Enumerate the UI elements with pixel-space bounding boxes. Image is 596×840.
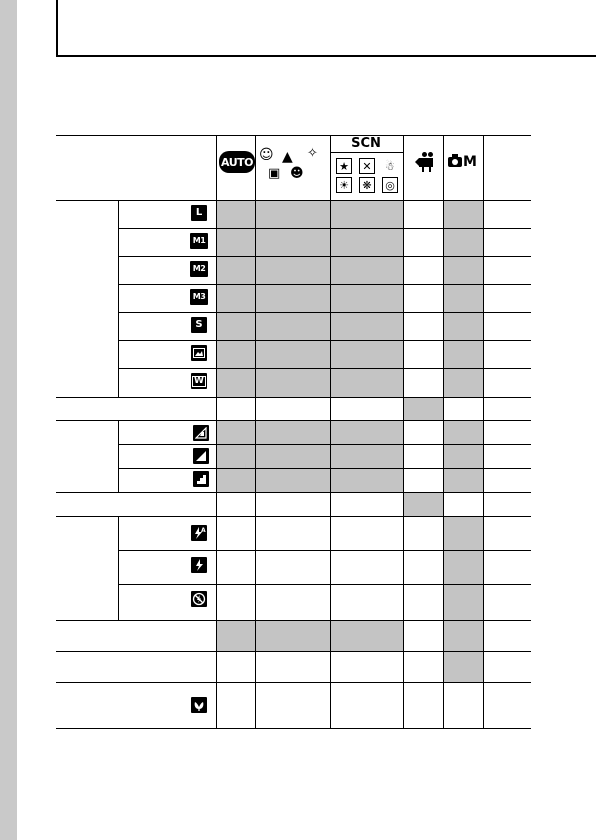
- row-line: [56, 516, 531, 517]
- table-top-line: [56, 135, 531, 136]
- shaded-cell: [217, 621, 255, 651]
- shaded-cell: [217, 369, 255, 397]
- indoor-icon: ☻: [290, 166, 304, 181]
- column-line: [443, 135, 444, 728]
- shaded-cell: [444, 652, 483, 682]
- snow-icon: ☃: [385, 159, 395, 173]
- shaded-cell: [444, 421, 483, 444]
- size-s-icon: S: [191, 317, 207, 333]
- shaded-cell: [444, 229, 483, 256]
- column-line: [483, 135, 484, 728]
- shaded-cell: [217, 421, 255, 444]
- shaded-cell: [331, 229, 403, 256]
- shaded-cell: [256, 369, 330, 397]
- shaded-cell: [217, 445, 255, 468]
- row-line: [118, 444, 531, 445]
- shaded-cell: [444, 285, 483, 312]
- shaded-cell: [256, 257, 330, 284]
- shaded-cell: [217, 229, 255, 256]
- row-line: [56, 420, 531, 421]
- shaded-cell: [331, 469, 403, 492]
- size-l-icon: L: [191, 205, 207, 221]
- shaded-cell: [444, 445, 483, 468]
- shaded-cell: [217, 257, 255, 284]
- table-bottom-line: [56, 728, 531, 729]
- row-line: [56, 651, 531, 652]
- shaded-cell: [331, 285, 403, 312]
- flash-off-icon: [191, 591, 207, 607]
- beach-icon: ☀: [336, 177, 352, 193]
- row-line: [118, 368, 531, 369]
- column-line: [330, 135, 331, 728]
- shaded-cell: [331, 369, 403, 397]
- column-line: [255, 135, 256, 728]
- size-m2-icon: M2: [190, 261, 208, 277]
- auto-mode-icon: AUTO: [219, 151, 255, 173]
- scn-label: SCN: [351, 136, 381, 151]
- postcard-icon: [191, 345, 207, 361]
- row-line: [118, 550, 531, 551]
- shaded-cell: [331, 421, 403, 444]
- shaded-cell: [444, 313, 483, 340]
- fireworks-scn-icon: ❋: [359, 177, 375, 193]
- row-line: [118, 284, 531, 285]
- kids-pets-icon: ▣: [268, 166, 281, 181]
- shaded-cell: [444, 621, 483, 651]
- manual-mode-label: M: [463, 154, 477, 170]
- shaded-cell: [331, 313, 403, 340]
- widescreen-label: W: [194, 375, 204, 386]
- widescreen-icon: [191, 373, 207, 389]
- flash-on-icon: [191, 557, 207, 573]
- shaded-cell: [331, 201, 403, 228]
- row-line: [118, 228, 531, 229]
- night-snapshot-icon: ★: [336, 158, 352, 174]
- shaded-cell: [217, 313, 255, 340]
- scn-subheader-line: [330, 152, 403, 153]
- shaded-cell: [444, 201, 483, 228]
- macro-icon: [191, 697, 207, 713]
- shaded-cell: [256, 421, 330, 444]
- shaded-cell: [331, 621, 403, 651]
- sub-label-line: [118, 516, 119, 620]
- sub-label-line: [118, 420, 119, 492]
- shaded-cell: [217, 285, 255, 312]
- shaded-cell: [444, 341, 483, 368]
- row-line: [56, 620, 531, 621]
- flash-auto-icon: [191, 525, 207, 541]
- shaded-cell: [256, 313, 330, 340]
- column-line: [216, 135, 217, 728]
- fine-icon: [193, 448, 209, 464]
- shaded-cell: [217, 469, 255, 492]
- shaded-cell: [444, 469, 483, 492]
- normal-icon: [193, 471, 209, 487]
- shaded-cell: [256, 341, 330, 368]
- shaded-cell: [256, 445, 330, 468]
- shaded-cell: [256, 621, 330, 651]
- shaded-cell: [444, 585, 483, 620]
- shaded-cell: [256, 201, 330, 228]
- landscape-icon: ▲: [282, 149, 293, 165]
- shaded-cell: [217, 341, 255, 368]
- shaded-cell: [256, 229, 330, 256]
- shaded-cell: [404, 493, 443, 516]
- row-line: [56, 397, 531, 398]
- row-line: [118, 584, 531, 585]
- shaded-cell: [444, 517, 483, 550]
- foliage-icon: ✕: [359, 158, 375, 174]
- sub-label-line: [118, 200, 119, 397]
- row-line: [118, 468, 531, 469]
- shaded-cell: [404, 398, 443, 420]
- portrait-icon: ☺: [259, 147, 274, 163]
- size-m3-icon: M3: [190, 289, 208, 305]
- row-line: [118, 312, 531, 313]
- shaded-cell: [444, 257, 483, 284]
- row-line: [118, 256, 531, 257]
- manual-mode-icon: [448, 154, 477, 170]
- shaded-cell: [256, 469, 330, 492]
- size-m1-icon: M1: [190, 233, 208, 249]
- row-line: [56, 682, 531, 683]
- shaded-cell: [331, 445, 403, 468]
- fireworks-icon: ✧: [307, 146, 318, 161]
- row-line: [118, 340, 531, 341]
- shaded-cell: [444, 551, 483, 584]
- superfine-icon: [193, 425, 209, 441]
- shaded-cell: [444, 369, 483, 397]
- shaded-cell: [256, 285, 330, 312]
- column-line: [403, 135, 404, 728]
- shaded-cell: [331, 257, 403, 284]
- row-line: [56, 492, 531, 493]
- table-header-line: [56, 200, 531, 201]
- svg-text:A: A: [201, 527, 206, 534]
- camera-icon: [448, 157, 462, 167]
- shaded-cell: [331, 341, 403, 368]
- shaded-cell: [217, 201, 255, 228]
- underwater-icon: ◎: [382, 177, 398, 193]
